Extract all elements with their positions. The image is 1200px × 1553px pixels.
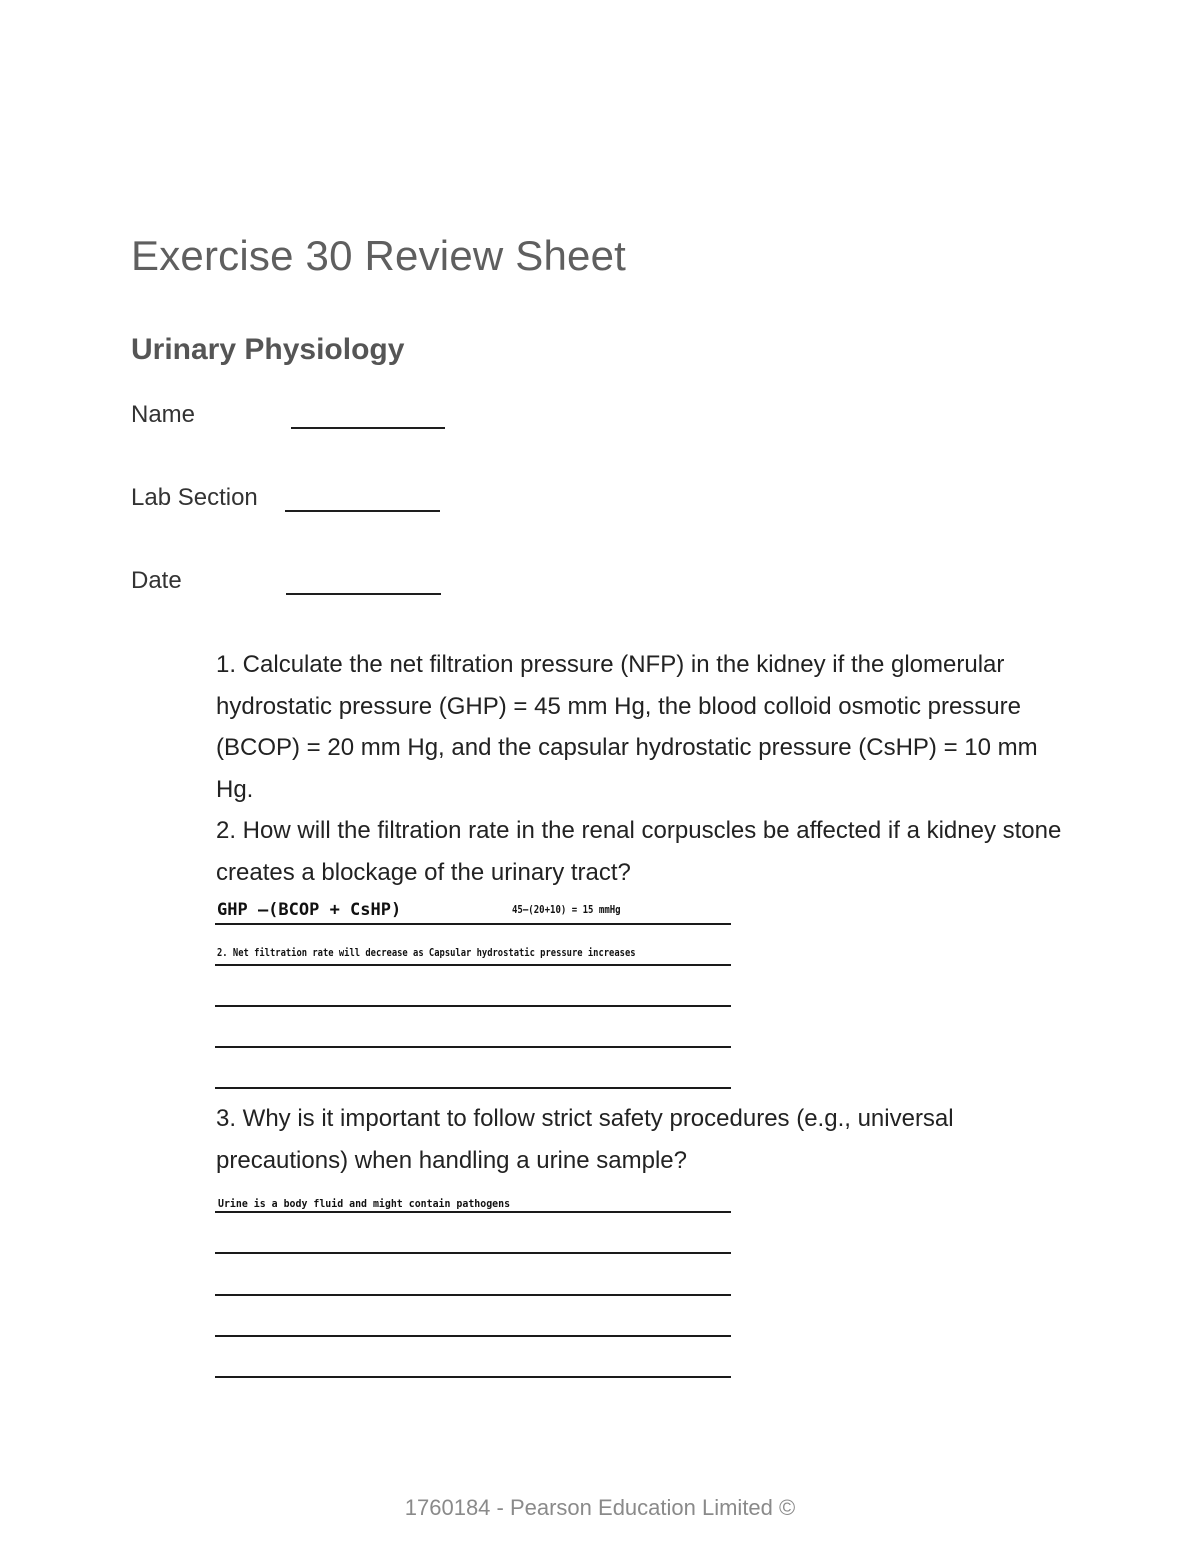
page-title: Exercise 30 Review Sheet bbox=[131, 232, 627, 279]
name-blank[interactable] bbox=[291, 427, 445, 429]
date-blank[interactable] bbox=[286, 593, 441, 595]
answer-1-formula: GHP —(BCOP + CsHP) bbox=[217, 900, 402, 920]
page-subtitle: Urinary Physiology bbox=[131, 333, 405, 366]
answer-line[interactable] bbox=[215, 1087, 731, 1089]
answer-line[interactable] bbox=[215, 1252, 731, 1254]
question-2: 2. How will the filtration rate in the renal corpuscles be affected if a kidney stone creates a blockage of the urinary tract? bbox=[216, 817, 1062, 886]
answer-line[interactable] bbox=[215, 923, 731, 925]
answer-line[interactable] bbox=[215, 1376, 731, 1378]
answer-line[interactable] bbox=[215, 1294, 731, 1296]
answer-line[interactable] bbox=[215, 964, 731, 966]
question-3: 3. Why is it important to follow strict safety procedures (e.g., universal precautions) when handling a urine sample? bbox=[216, 1105, 954, 1174]
answer-line[interactable] bbox=[215, 1005, 731, 1007]
date-label: Date bbox=[131, 567, 182, 594]
answer-3-text: Urine is a body fluid and might contain pathogens bbox=[218, 1197, 511, 1210]
name-label: Name bbox=[131, 401, 196, 428]
answer-2-text: 2. Net filtration rate will decrease as Capsular hydrostatic pressure increases bbox=[217, 946, 636, 959]
question-1: 1. Calculate the net filtration pressure (NFP) in the kidney if the glomerular hydrostatic pressure (GHP) = 45 mm Hg, the blood colloid osmotic pressure (BCOP) = 20 mm Hg, and the capsular hydrostatic pressure (CsHP) = 10 mm Hg. bbox=[216, 651, 1038, 803]
lab-section-blank[interactable] bbox=[285, 510, 440, 512]
lab-section-label: Lab Section bbox=[131, 484, 258, 511]
answer-line[interactable] bbox=[215, 1335, 731, 1337]
footer-copyright: 1760184 - Pearson Education Limited © bbox=[404, 1495, 796, 1520]
answer-1-calculation: 45—(20+10) = 15 mmHg bbox=[512, 903, 621, 916]
answer-line[interactable] bbox=[215, 1211, 731, 1213]
answer-line[interactable] bbox=[215, 1046, 731, 1048]
